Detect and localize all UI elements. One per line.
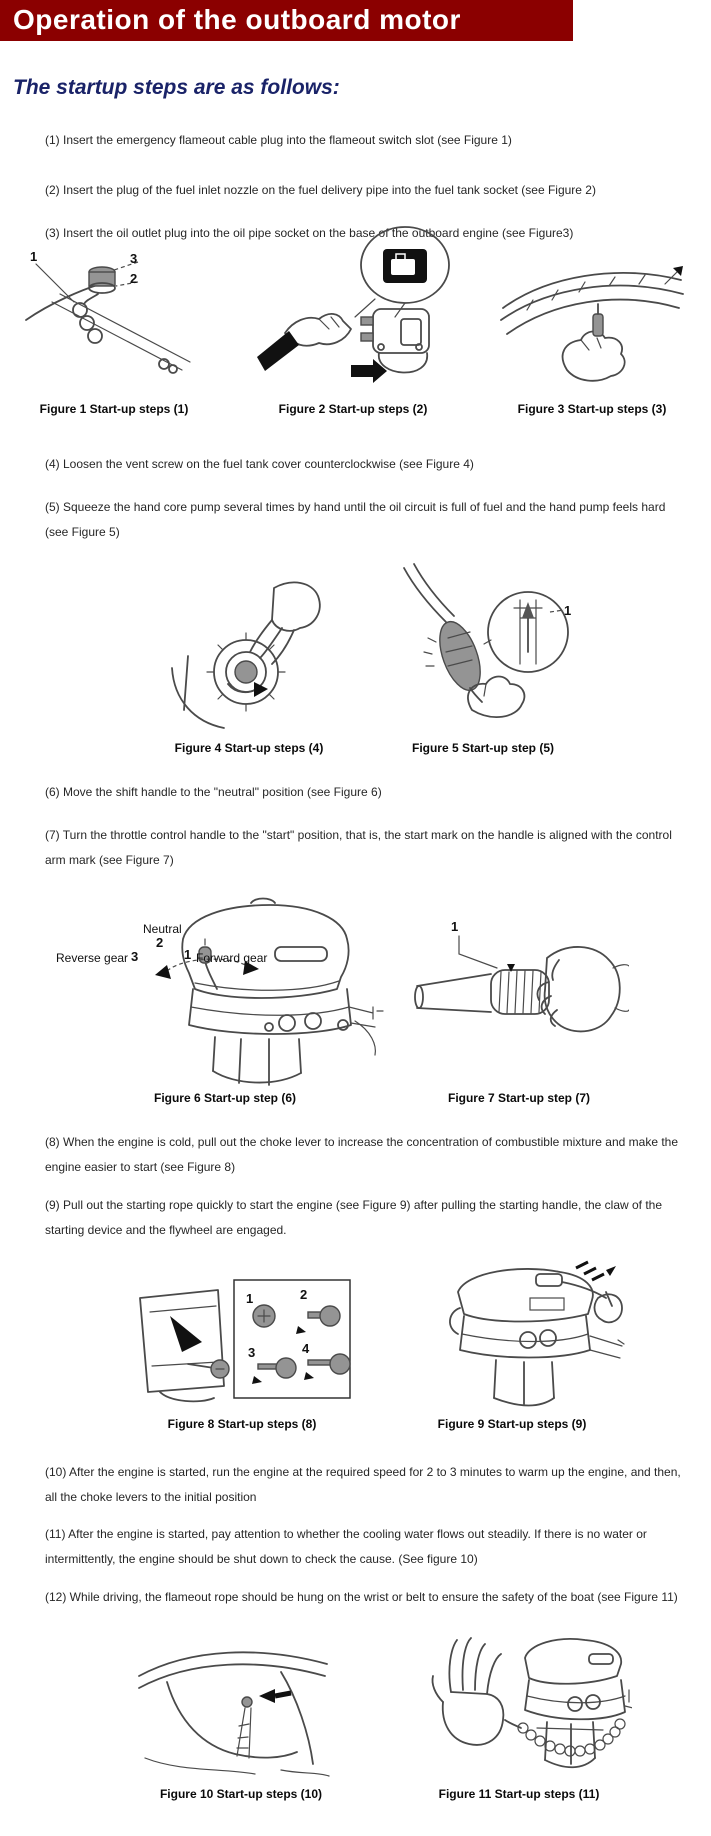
figure5-label-1: 1 xyxy=(564,603,572,618)
step-2: (2) Insert the plug of the fuel inlet nozzle on the fuel delivery pipe into the fuel tank socket (see Figure 2) xyxy=(45,183,596,197)
figure1-label-1: 1 xyxy=(30,249,38,264)
figure2-caption: Figure 2 Start-up steps (2) xyxy=(278,402,428,416)
throttle-handle-illustration xyxy=(409,920,629,1060)
choke-lever-illustration xyxy=(130,1268,355,1408)
fuel-plug-illustration xyxy=(255,225,451,400)
step-6: (6) Move the shift handle to the "neutral" position (see Figure 6) xyxy=(45,785,382,799)
figure1-label-2: 2 xyxy=(130,271,138,286)
figure1-sketch xyxy=(22,250,207,398)
figure4-sketch xyxy=(154,560,344,735)
figure8-label-3: 3 xyxy=(248,1345,256,1360)
oil-plug-illustration xyxy=(497,250,687,398)
figure6-caption: Figure 6 Start-up step (6) xyxy=(153,1091,296,1105)
figure5-sketch xyxy=(388,560,578,735)
figure6-label-2: 2 xyxy=(156,935,164,950)
step-1: (1) Insert the emergency flameout cable plug into the flameout switch slot (see Figure 1) xyxy=(45,133,512,147)
figure1-caption: Figure 1 Start-up steps (1) xyxy=(39,402,189,416)
figure8-sketch xyxy=(130,1268,355,1408)
step-10: (10) After the engine is started, run the engine at the required speed for 2 to 3 minutes to warm up the engine, and then, all the choke levers to the initial position xyxy=(45,1465,681,1504)
section-heading: The startup steps are as follows: xyxy=(13,76,340,99)
figure7-caption: Figure 7 Start-up step (7) xyxy=(447,1091,590,1105)
page-title: Operation of the outboard motor xyxy=(13,4,461,35)
step-4: (4) Loosen the vent screw on the fuel tank cover counterclockwise (see Figure 4) xyxy=(45,457,474,471)
starter-rope-illustration xyxy=(400,1258,625,1408)
figure9-sketch xyxy=(400,1258,625,1408)
figure11-sketch xyxy=(407,1632,632,1782)
figure8-caption: Figure 8 Start-up steps (8) xyxy=(167,1417,317,1431)
step-12: (12) While driving, the flameout rope should be hung on the wrist or belt to ensure the safety of the boat (see Figure 11) xyxy=(45,1590,678,1604)
figure6-label-3: 3 xyxy=(131,949,139,964)
flameout-rope-hand-illustration xyxy=(407,1632,632,1782)
step-7: (7) Turn the throttle control handle to the "start" position, that is, the start mark on the handle is aligned with the control arm mark (see Figure 7) xyxy=(45,828,672,867)
primer-bulb-illustration xyxy=(388,560,578,735)
flameout-cable-illustration xyxy=(22,250,207,398)
figure3-caption: Figure 3 Start-up steps (3) xyxy=(517,402,667,416)
figure6-label-forward-gear: Forward gear xyxy=(196,951,268,965)
figure8-label-2: 2 xyxy=(300,1287,308,1302)
figure10-sketch xyxy=(131,1638,351,1780)
figure10-caption: Figure 10 Start-up steps (10) xyxy=(159,1787,323,1801)
figure7-label-1: 1 xyxy=(451,919,459,934)
figure5-caption: Figure 5 Start-up step (5) xyxy=(411,741,554,755)
step-11: (11) After the engine is started, pay attention to whether the cooling water flows out steadily. If there is no water or intermittently, the engine should be shut down to check the cause. (See figure 10) xyxy=(45,1527,647,1566)
figure9-caption: Figure 9 Start-up steps (9) xyxy=(437,1417,587,1431)
figure2-sketch xyxy=(255,225,451,400)
figure7-sketch xyxy=(409,920,629,1060)
figure4-caption: Figure 4 Start-up steps (4) xyxy=(174,741,324,755)
figure6-label-neutral: Neutral xyxy=(143,922,182,936)
figure8-label-4: 4 xyxy=(302,1341,310,1356)
step-9: (9) Pull out the starting rope quickly to start the engine (see Figure 9) after pulling the starting handle, the claw of the starting device and the flywheel are engaged. xyxy=(45,1198,663,1237)
figure1-label-3: 3 xyxy=(130,251,138,266)
step-8: (8) When the engine is cold, pull out the choke lever to increase the concentration of combustible mixture and make the engine easier to start (see Figure 8) xyxy=(45,1135,679,1174)
figure6-sketch xyxy=(55,895,385,1090)
title-banner xyxy=(0,0,573,41)
figure6-label-reverse-gear: Reverse gear xyxy=(56,951,129,965)
step-3: (3) Insert the oil outlet plug into the oil pipe socket on the base of the outboard engine (see Figure3) xyxy=(45,226,574,240)
figure3-sketch xyxy=(497,250,687,398)
step-5: (5) Squeeze the hand core pump several times by hand until the oil circuit is full of fuel and the hand pump feels hard (see Figure 5) xyxy=(45,500,666,539)
cooling-water-illustration xyxy=(131,1638,351,1780)
shift-handle-illustration xyxy=(55,895,385,1090)
fuel-cap-illustration xyxy=(154,560,344,735)
figure6-label-1: 1 xyxy=(184,947,192,962)
figure8-label-1: 1 xyxy=(246,1291,254,1306)
figure11-caption: Figure 11 Start-up steps (11) xyxy=(438,1787,600,1801)
